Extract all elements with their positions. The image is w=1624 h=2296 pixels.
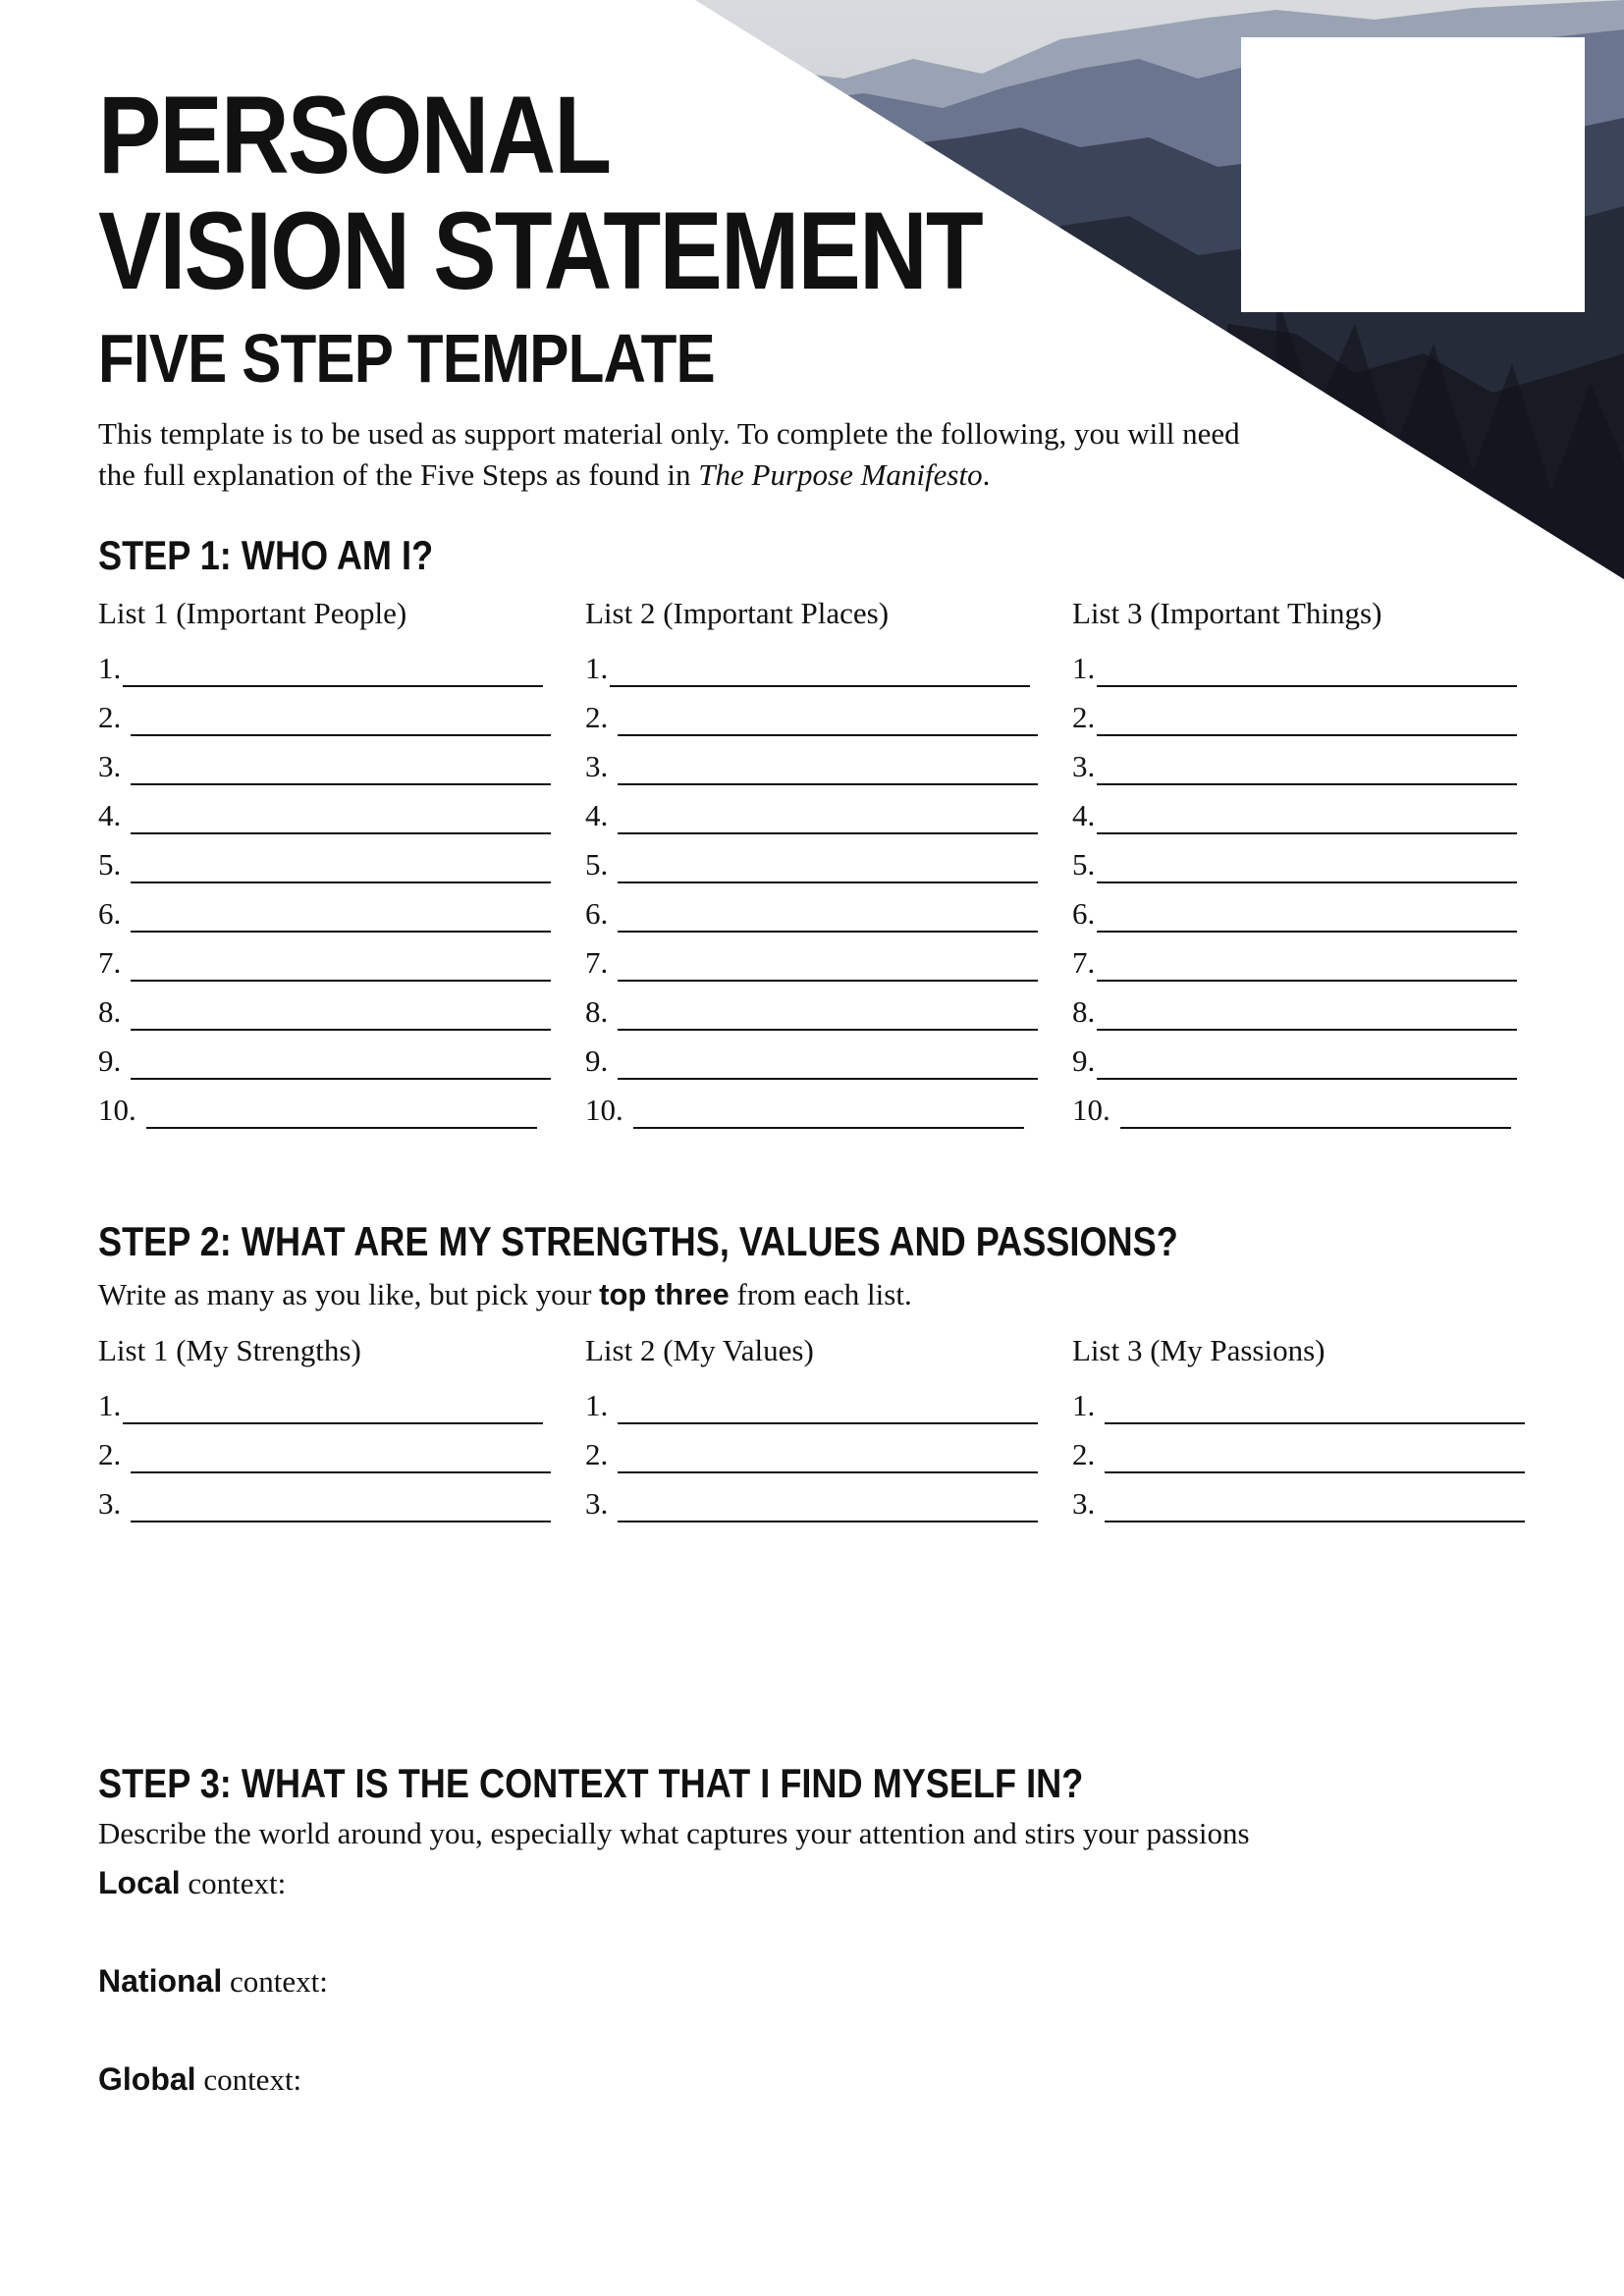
blank-line[interactable] bbox=[131, 946, 551, 982]
item-number: 7. bbox=[1072, 945, 1096, 980]
item-number: 1. bbox=[98, 1388, 122, 1422]
item-number: 8. bbox=[585, 994, 616, 1029]
blank-line[interactable] bbox=[618, 799, 1038, 834]
item-number: 3. bbox=[98, 749, 129, 783]
list-item bbox=[1072, 982, 1534, 1031]
list-item bbox=[98, 933, 560, 982]
item-number: 10. bbox=[1072, 1093, 1118, 1127]
list-item bbox=[585, 1473, 1047, 1522]
step3-heading: STEP 3: WHAT IS THE CONTEXT THAT I FIND MYSELF IN? bbox=[98, 1760, 1084, 1806]
item-number: 2. bbox=[98, 1437, 129, 1471]
blank-line[interactable] bbox=[131, 995, 551, 1031]
context-label: context: bbox=[222, 1964, 328, 1999]
list-item bbox=[585, 982, 1047, 1031]
blank-line[interactable] bbox=[1097, 799, 1517, 834]
blank-line[interactable] bbox=[1105, 1487, 1525, 1522]
item-number: 1. bbox=[1072, 1388, 1103, 1422]
list-item bbox=[98, 736, 560, 785]
item-number: 3. bbox=[98, 1486, 129, 1521]
context-label-bold: Local bbox=[98, 1865, 181, 1900]
item-number: 9. bbox=[1072, 1043, 1096, 1078]
item-number: 5. bbox=[1072, 847, 1096, 881]
blank-line[interactable] bbox=[618, 750, 1038, 785]
list-item bbox=[585, 1424, 1047, 1473]
step1-list-places bbox=[585, 589, 1047, 1129]
item-number: 4. bbox=[98, 798, 129, 832]
desc-suffix: from each list. bbox=[729, 1277, 912, 1311]
blank-line[interactable] bbox=[633, 1094, 1024, 1129]
item-number: 10. bbox=[585, 1093, 631, 1127]
list-header: List 1 (Important People) bbox=[98, 596, 407, 630]
item-number: 1. bbox=[98, 651, 122, 685]
list-item bbox=[1072, 638, 1534, 687]
blank-line[interactable] bbox=[618, 897, 1038, 933]
item-number: 1. bbox=[585, 1388, 616, 1422]
list-header: List 2 (My Values) bbox=[585, 1333, 814, 1367]
blank-line[interactable] bbox=[618, 1487, 1038, 1522]
desc-prefix: Write as many as you like, but pick your bbox=[98, 1277, 600, 1311]
list-item bbox=[585, 687, 1047, 736]
desc-emphasis: top three bbox=[599, 1277, 730, 1311]
blank-line[interactable] bbox=[618, 848, 1038, 883]
blank-line[interactable] bbox=[1105, 1438, 1525, 1473]
photo-placeholder bbox=[1241, 37, 1585, 312]
list-item bbox=[585, 1031, 1047, 1080]
list-item bbox=[98, 1031, 560, 1080]
national-context-field[interactable] bbox=[98, 1965, 328, 1997]
list-item bbox=[98, 1375, 560, 1424]
blank-line[interactable] bbox=[131, 799, 551, 834]
item-number: 2. bbox=[1072, 700, 1096, 734]
list-item bbox=[1072, 883, 1534, 933]
list-item bbox=[98, 1473, 560, 1522]
item-number: 2. bbox=[1072, 1437, 1103, 1471]
blank-line[interactable] bbox=[618, 1044, 1038, 1080]
blank-line[interactable] bbox=[1097, 750, 1517, 785]
local-context-field[interactable] bbox=[98, 1867, 286, 1898]
item-number: 8. bbox=[98, 994, 129, 1029]
blank-line[interactable] bbox=[618, 701, 1038, 736]
item-number: 7. bbox=[98, 945, 129, 980]
blank-line[interactable] bbox=[131, 701, 551, 736]
blank-line[interactable] bbox=[1097, 897, 1517, 933]
list-item bbox=[98, 1080, 560, 1129]
subtitle: FIVE STEP TEMPLATE bbox=[98, 320, 715, 397]
item-number: 6. bbox=[98, 896, 129, 931]
list-item bbox=[1072, 933, 1534, 982]
list-item bbox=[585, 1375, 1047, 1424]
step1-heading: STEP 1: WHO AM I? bbox=[98, 532, 434, 578]
list-header: List 2 (Important Places) bbox=[585, 596, 890, 630]
blank-line[interactable] bbox=[618, 1389, 1038, 1424]
title-line-2: VISION STATEMENT bbox=[98, 189, 983, 312]
item-number: 3. bbox=[585, 749, 616, 783]
list-item bbox=[1072, 1375, 1534, 1424]
item-number: 1. bbox=[585, 651, 609, 685]
step1-list-things bbox=[1072, 589, 1534, 1129]
blank-line[interactable] bbox=[1097, 995, 1517, 1031]
list-item bbox=[585, 785, 1047, 834]
global-context-field[interactable] bbox=[98, 2063, 301, 2095]
step2-heading: STEP 2: WHAT ARE MY STRENGTHS, VALUES AND PASSIONS? bbox=[98, 1218, 1178, 1264]
list-item bbox=[1072, 834, 1534, 883]
step2-list-values bbox=[585, 1326, 1047, 1522]
list-item bbox=[1072, 1080, 1534, 1129]
item-number: 4. bbox=[585, 798, 616, 832]
list-item bbox=[98, 1424, 560, 1473]
item-number: 9. bbox=[98, 1043, 129, 1078]
list-item bbox=[585, 638, 1047, 687]
blank-line[interactable] bbox=[1097, 652, 1517, 687]
list-item bbox=[98, 785, 560, 834]
book-title: The Purpose Manifesto bbox=[698, 457, 983, 492]
blank-line[interactable] bbox=[618, 946, 1038, 982]
blank-line[interactable] bbox=[1105, 1389, 1525, 1424]
list-item bbox=[1072, 1424, 1534, 1473]
list-item bbox=[98, 982, 560, 1031]
blank-line[interactable] bbox=[1097, 946, 1517, 982]
context-label: context: bbox=[180, 1866, 287, 1900]
blank-line[interactable] bbox=[610, 652, 1030, 687]
list-item bbox=[585, 933, 1047, 982]
blank-line[interactable] bbox=[1120, 1094, 1511, 1129]
item-number: 6. bbox=[1072, 896, 1096, 931]
step3-description: Describe the world around you, especially what captures your attention and stirs your passions bbox=[98, 1816, 1250, 1850]
item-number: 3. bbox=[1072, 1486, 1103, 1521]
item-number: 3. bbox=[585, 1486, 616, 1521]
blank-line[interactable] bbox=[131, 1044, 551, 1080]
step2-description bbox=[98, 1279, 912, 1309]
list-item bbox=[585, 834, 1047, 883]
item-number: 3. bbox=[1072, 749, 1096, 783]
list-item bbox=[1072, 1031, 1534, 1080]
item-number: 1. bbox=[1072, 651, 1096, 685]
intro-line-2 bbox=[98, 459, 990, 490]
item-number: 2. bbox=[98, 700, 129, 734]
blank-line[interactable] bbox=[1097, 701, 1517, 736]
blank-line[interactable] bbox=[131, 1487, 551, 1522]
list-item bbox=[585, 883, 1047, 933]
list-item bbox=[98, 638, 560, 687]
item-number: 6. bbox=[585, 896, 616, 931]
list-item bbox=[585, 1080, 1047, 1129]
item-number: 10. bbox=[98, 1093, 144, 1127]
item-number: 9. bbox=[585, 1043, 616, 1078]
blank-line[interactable] bbox=[1097, 1044, 1517, 1080]
blank-line[interactable] bbox=[131, 848, 551, 883]
item-number: 4. bbox=[1072, 798, 1096, 832]
blank-line[interactable] bbox=[131, 750, 551, 785]
list-item bbox=[98, 834, 560, 883]
list-header: List 3 (Important Things) bbox=[1072, 596, 1382, 630]
blank-line[interactable] bbox=[618, 1438, 1038, 1473]
list-header: List 3 (My Passions) bbox=[1072, 1333, 1326, 1367]
step1-list-people bbox=[98, 589, 560, 1129]
step2-list-passions bbox=[1072, 1326, 1534, 1522]
list-item bbox=[98, 883, 560, 933]
item-number: 2. bbox=[585, 700, 616, 734]
item-number: 8. bbox=[1072, 994, 1096, 1029]
blank-line[interactable] bbox=[131, 1438, 551, 1473]
item-number: 5. bbox=[98, 847, 129, 881]
blank-line[interactable] bbox=[146, 1094, 537, 1129]
blank-line[interactable] bbox=[1097, 848, 1517, 883]
title-line-1: PERSONAL bbox=[98, 74, 611, 196]
list-item bbox=[1072, 1473, 1534, 1522]
blank-line[interactable] bbox=[123, 652, 543, 687]
list-header: List 1 (My Strengths) bbox=[98, 1333, 361, 1367]
blank-line[interactable] bbox=[618, 995, 1038, 1031]
list-item bbox=[585, 736, 1047, 785]
context-label-bold: National bbox=[98, 1963, 223, 1999]
context-label: context: bbox=[195, 2062, 302, 2097]
intro-suffix: . bbox=[982, 457, 991, 492]
list-item bbox=[1072, 687, 1534, 736]
list-item bbox=[98, 687, 560, 736]
item-number: 2. bbox=[585, 1437, 616, 1471]
list-item bbox=[1072, 736, 1534, 785]
item-number: 5. bbox=[585, 847, 616, 881]
list-item bbox=[1072, 785, 1534, 834]
item-number: 7. bbox=[585, 945, 616, 980]
blank-line[interactable] bbox=[131, 897, 551, 933]
intro-line-1: This template is to be used as support material only. To complete the following, you will need bbox=[98, 416, 1240, 451]
blank-line[interactable] bbox=[123, 1389, 543, 1424]
intro-prefix: the full explanation of the Five Steps as found in bbox=[98, 457, 699, 492]
step2-list-strengths bbox=[98, 1326, 560, 1522]
context-label-bold: Global bbox=[98, 2061, 196, 2097]
